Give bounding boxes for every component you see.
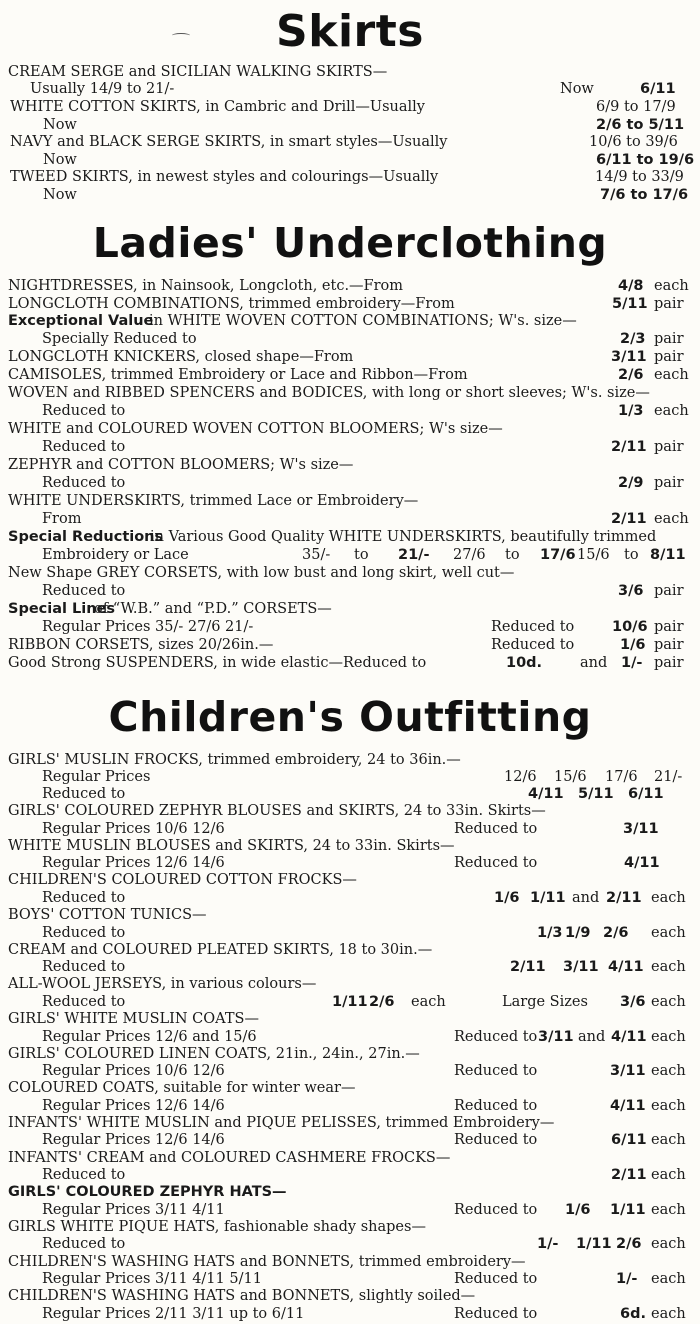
item-description: CHILDREN'S WASHING HATS and BONNETS, slightly soiled—: [8, 1288, 476, 1304]
underclothing-line: [0, 636, 700, 654]
item-description: CHILDREN'S WASHING HATS and BONNETS, trimmed embroidery—: [8, 1254, 526, 1270]
price-text: 35/-: [302, 547, 331, 563]
item-description: NAVY and BLACK SERGE SKIRTS, in smart styles—Usually: [10, 134, 448, 150]
price-text: Reduced to: [454, 855, 538, 871]
price-text: 17/6: [540, 547, 576, 563]
price-text: 17/6: [605, 769, 638, 785]
price-text: 27/6: [453, 547, 486, 563]
price-text: 1/6: [565, 1202, 591, 1218]
children-line: [0, 785, 700, 803]
item-description: Regular Prices 12/6 14/6: [42, 855, 225, 871]
item-description: Reduced to: [42, 475, 126, 491]
price-text: 21/-: [654, 769, 683, 785]
item-description: Reduced to: [42, 994, 126, 1010]
price-text: 5/11: [612, 296, 648, 312]
children-line: [0, 958, 700, 976]
skirts-line: [0, 98, 700, 116]
underclothing-line: [0, 438, 700, 456]
price-text: 1/9: [565, 925, 591, 941]
price-text: 6d.: [620, 1306, 646, 1322]
price-text: Now: [560, 81, 594, 97]
price-text: 1/11: [332, 994, 368, 1010]
price-text: 2/11: [611, 439, 647, 455]
price-text: each: [654, 278, 689, 294]
underclothing-line: [0, 564, 700, 582]
item-description: ALL-WOOL JERSEYS, in various colours—: [8, 976, 317, 992]
price-text: each: [654, 403, 689, 419]
item-description: GIRLS' COLOURED ZEPHYR HATS—: [8, 1184, 287, 1200]
price-text: 4/11: [608, 959, 644, 975]
underclothing-line: [0, 492, 700, 510]
children-line: [0, 1235, 700, 1253]
underclothing-line: [0, 654, 700, 672]
skirts-heading: Skirts: [276, 6, 424, 57]
price-text: 14/9 to 33/9: [595, 169, 684, 185]
price-text: and: [572, 890, 600, 906]
price-text: 10/6: [612, 619, 648, 635]
item-description: Regular Prices 10/6 12/6: [42, 821, 225, 837]
item-description: Regular Prices 12/6 14/6: [42, 1132, 225, 1148]
item-description: GIRLS' MUSLIN FROCKS, trimmed embroidery, 24 to 36in.—: [8, 752, 461, 768]
price-text: pair: [654, 583, 684, 599]
price-text: 3/11: [611, 349, 647, 365]
item-description: GIRLS' COLOURED LINEN COATS, 21in., 24in., 27in.—: [8, 1046, 420, 1062]
item-description: Usually 14/9 to 21/-: [30, 81, 175, 97]
children-line: [0, 854, 700, 872]
underclothing-line: [0, 277, 700, 295]
children-line: [0, 837, 700, 855]
price-text: each: [651, 994, 686, 1010]
price-text: 2/6: [369, 994, 395, 1010]
price-text: to: [354, 547, 369, 563]
underclothing-line: [0, 312, 700, 330]
item-description: ZEPHYR and COTTON BLOOMERS; W's size—: [8, 457, 354, 473]
children-line: [0, 1131, 700, 1149]
underclothing-heading: Ladies' Underclothing: [92, 219, 608, 267]
children-line: [0, 1270, 700, 1288]
item-description: GIRLS' WHITE MUSLIN COATS—: [8, 1011, 259, 1027]
children-line: [0, 975, 700, 993]
item-description: Reduced to: [42, 583, 126, 599]
children-line: [0, 1166, 700, 1184]
price-text: 12/6: [504, 769, 537, 785]
skirts-line: [0, 63, 700, 81]
item-description: Exceptional Value: [8, 313, 154, 329]
item-description: CREAM SERGE and SICILIAN WALKING SKIRTS—: [8, 64, 388, 80]
item-description: WHITE and COLOURED WOVEN COTTON BLOOMERS; W's size—: [8, 421, 503, 437]
price-text: Reduced to: [454, 1202, 538, 1218]
item-description: Regular Prices 3/11 4/11: [42, 1202, 225, 1218]
item-description: Reduced to: [42, 439, 126, 455]
price-text: each: [651, 1098, 686, 1114]
underclothing-line: [0, 546, 700, 564]
price-text: 1/-: [621, 655, 643, 671]
price-text: 1/11: [530, 890, 566, 906]
item-description: Regular Prices 10/6 12/6: [42, 1063, 225, 1079]
price-text: 15/6: [554, 769, 587, 785]
price-text: 10/6 to 39/6: [589, 134, 678, 150]
item-description: Special Reductions: [8, 529, 164, 545]
price-text: each: [654, 511, 689, 527]
children-line: [0, 1062, 700, 1080]
children-line: [0, 1218, 700, 1236]
item-description: WOVEN and RIBBED SPENCERS and BODICES, with long or short sleeves; W's. size—: [8, 385, 650, 401]
children-line: [0, 941, 700, 959]
children-line: [0, 1183, 700, 1201]
price-text: 1/-: [537, 1236, 559, 1252]
price-text: 6/11: [628, 786, 664, 802]
price-text: Reduced to: [454, 1063, 538, 1079]
underclothing-line: [0, 348, 700, 366]
item-description: Specially Reduced to: [42, 331, 197, 347]
item-description: Reduced to: [42, 403, 126, 419]
item-description: Regular Prices 35/- 27/6 21/-: [42, 619, 254, 635]
underclothing-line: [0, 510, 700, 528]
price-text: 4/11: [528, 786, 564, 802]
price-text: 21/-: [398, 547, 430, 563]
children-line: [0, 1253, 700, 1271]
children-line: [0, 889, 700, 907]
item-description: Regular Prices 3/11 4/11 5/11: [42, 1271, 262, 1287]
underclothing-line: [0, 402, 700, 420]
price-text: each: [651, 1271, 686, 1287]
price-text: 4/11: [624, 855, 660, 871]
price-text: to: [624, 547, 639, 563]
price-text: each: [651, 1306, 686, 1322]
children-line: [0, 1305, 700, 1323]
price-text: 2/6 to 5/11: [596, 117, 685, 133]
price-text: 10d.: [506, 655, 543, 671]
children-line: [0, 993, 700, 1011]
item-description: Regular Prices 12/6 14/6: [42, 1098, 225, 1114]
price-text: each: [651, 1132, 686, 1148]
item-description: Now: [43, 152, 77, 168]
underclothing-line: [0, 366, 700, 384]
price-text: 2/6: [616, 1236, 642, 1252]
price-text: 2/11: [510, 959, 546, 975]
children-line: [0, 1079, 700, 1097]
price-text: pair: [654, 331, 684, 347]
skirts-line: [0, 186, 700, 204]
price-text: 6/11 to 19/6: [596, 152, 695, 168]
item-description: Regular Prices 12/6 and 15/6: [42, 1029, 257, 1045]
item-description: Reduced to: [42, 925, 126, 941]
price-text: 1/11: [610, 1202, 646, 1218]
price-text: to: [505, 547, 520, 563]
item-description: WHITE UNDERSKIRTS, trimmed Lace or Embroidery—: [8, 493, 419, 509]
item-description: GIRLS WHITE PIQUE HATS, fashionable shady shapes—: [8, 1219, 426, 1235]
price-text: pair: [654, 296, 684, 312]
price-text: 4/8: [618, 278, 644, 294]
price-text: pair: [654, 619, 684, 635]
item-description: INFANTS' WHITE MUSLIN and PIQUE PELISSES, trimmed Embroidery—: [8, 1115, 555, 1131]
price-text: 3/11: [563, 959, 599, 975]
children-line: [0, 820, 700, 838]
item-description: Regular Prices 2/11 3/11 up to 6/11: [42, 1306, 305, 1322]
price-text: 3/11: [610, 1063, 646, 1079]
price-text: pair: [654, 349, 684, 365]
underclothing-line: [0, 456, 700, 474]
children-line: [0, 906, 700, 924]
item-description: From: [42, 511, 82, 527]
price-text: in WHITE WOVEN COTTON COMBINATIONS; W's. size—: [149, 313, 577, 329]
price-text: 1/-: [616, 1271, 638, 1287]
price-text: each: [651, 1063, 686, 1079]
item-description: CREAM and COLOURED PLEATED SKIRTS, 18 to 30in.—: [8, 942, 433, 958]
price-text: Reduced to: [454, 821, 538, 837]
underclothing-line: [0, 618, 700, 636]
price-text: 7/6 to 17/6: [600, 187, 689, 203]
item-description: Reduced to: [42, 890, 126, 906]
item-description: Reduced to: [42, 959, 126, 975]
item-description: CAMISOLES, trimmed Embroidery or Lace and Ribbon—From: [8, 367, 468, 383]
price-text: 3/6: [618, 583, 644, 599]
price-text: 8/11: [650, 547, 686, 563]
price-text: each: [651, 1202, 686, 1218]
item-description: CHILDREN'S COLOURED COTTON FROCKS—: [8, 872, 357, 888]
price-text: of “W.B.” and “P.D.” CORSETS—: [94, 601, 332, 617]
children-line: [0, 1114, 700, 1132]
skirts-line: [0, 168, 700, 186]
item-description: WHITE COTTON SKIRTS, in Cambric and Drill—Usually: [10, 99, 425, 115]
price-text: 3/11: [538, 1029, 574, 1045]
price-text: each: [651, 1167, 686, 1183]
price-text: 1/11: [576, 1236, 612, 1252]
price-text: 2/11: [606, 890, 642, 906]
children-line: [0, 1028, 700, 1046]
price-text: in Various Good Quality WHITE UNDERSKIRTS, beautifully trimmed: [150, 529, 657, 545]
price-text: Reduced to: [454, 1098, 538, 1114]
price-text: and: [580, 655, 608, 671]
price-text: 1/3: [537, 925, 563, 941]
children-line: [0, 1097, 700, 1115]
price-text: Reduced to: [491, 637, 575, 653]
price-text: 1/6: [620, 637, 646, 653]
children-line: [0, 1045, 700, 1063]
children-line: [0, 751, 700, 769]
price-text: 4/11: [610, 1098, 646, 1114]
underclothing-line: [0, 600, 700, 618]
price-text: 1/6: [494, 890, 520, 906]
item-description: Now: [43, 117, 77, 133]
price-text: Reduced to: [454, 1132, 538, 1148]
item-description: Regular Prices: [42, 769, 151, 785]
price-text: 2/6: [618, 367, 644, 383]
price-text: 15/6: [577, 547, 610, 563]
children-line: [0, 802, 700, 820]
price-text: Reduced to: [454, 1306, 538, 1322]
children-line: [0, 1010, 700, 1028]
item-description: Embroidery or Lace: [42, 547, 189, 563]
price-text: each: [411, 994, 446, 1010]
item-description: NIGHTDRESSES, in Nainsook, Longcloth, etc.—From: [8, 278, 404, 294]
item-description: Special Lines: [8, 601, 116, 617]
skirts-line: [0, 116, 700, 134]
price-text: 2/11: [611, 1167, 647, 1183]
item-description: New Shape GREY CORSETS, with low bust and long skirt, well cut—: [8, 565, 515, 581]
price-text: 2/6: [603, 925, 629, 941]
price-text: 4/11: [611, 1029, 647, 1045]
item-description: Reduced to: [42, 1167, 126, 1183]
item-description: Now: [43, 187, 77, 203]
price-text: 2/3: [620, 331, 646, 347]
underclothing-line: [0, 474, 700, 492]
price-text: 5/11: [578, 786, 614, 802]
childrens-outfitting-heading: Children's Outfitting: [108, 693, 592, 741]
price-text: each: [651, 959, 686, 975]
item-description: Reduced to: [42, 786, 126, 802]
children-line: [0, 1201, 700, 1219]
underclothing-line: [0, 330, 700, 348]
price-text: each: [654, 367, 689, 383]
price-text: Reduced to: [491, 619, 575, 635]
underclothing-line: [0, 384, 700, 402]
item-description: TWEED SKIRTS, in newest styles and colourings—Usually: [10, 169, 439, 185]
children-line: [0, 768, 700, 786]
skirts-line: [0, 80, 700, 98]
price-text: 1/3: [618, 403, 644, 419]
underclothing-line: [0, 420, 700, 438]
underclothing-line: [0, 582, 700, 600]
price-text: 3/6: [620, 994, 646, 1010]
price-text: pair: [654, 475, 684, 491]
price-text: pair: [654, 655, 684, 671]
price-text: and: [578, 1029, 606, 1045]
skirts-line: [0, 133, 700, 151]
price-text: pair: [654, 439, 684, 455]
item-description: Reduced to: [42, 1236, 126, 1252]
price-text: Large Sizes: [502, 994, 588, 1010]
price-text: Reduced to: [454, 1029, 538, 1045]
children-line: [0, 1149, 700, 1167]
price-text: each: [651, 925, 686, 941]
price-text: each: [651, 1236, 686, 1252]
item-description: GIRLS' COLOURED ZEPHYR BLOUSES and SKIRTS, 24 to 33in. Skirts—: [8, 803, 546, 819]
children-line: [0, 1287, 700, 1305]
price-text: each: [651, 890, 686, 906]
price-text: 6/11: [640, 81, 676, 97]
price-text: pair: [654, 637, 684, 653]
item-description: INFANTS' CREAM and COLOURED CASHMERE FROCKS—: [8, 1150, 451, 1166]
children-line: [0, 924, 700, 942]
item-description: COLOURED COATS, suitable for winter wear—: [8, 1080, 356, 1096]
skirts-line: [0, 151, 700, 169]
item-description: LONGCLOTH KNICKERS, closed shape—From: [8, 349, 354, 365]
item-description: RIBBON CORSETS, sizes 20/26in.—: [8, 637, 274, 653]
item-description: WHITE MUSLIN BLOUSES and SKIRTS, 24 to 33in. Skirts—: [8, 838, 455, 854]
price-text: 6/11: [611, 1132, 647, 1148]
price-text: 6/9 to 17/9: [596, 99, 676, 115]
item-description: LONGCLOTH COMBINATIONS, trimmed embroidery—From: [8, 296, 455, 312]
children-line: [0, 871, 700, 889]
price-text: Reduced to: [454, 1271, 538, 1287]
price-text: 3/11: [623, 821, 659, 837]
item-description: BOYS' COTTON TUNICS—: [8, 907, 207, 923]
price-text: each: [651, 1029, 686, 1045]
underclothing-line: [0, 295, 700, 313]
underclothing-line: [0, 528, 700, 546]
price-text: 2/9: [618, 475, 644, 491]
price-text: 2/11: [611, 511, 647, 527]
item-description: Good Strong SUSPENDERS, in wide elastic—Reduced to: [8, 655, 427, 671]
